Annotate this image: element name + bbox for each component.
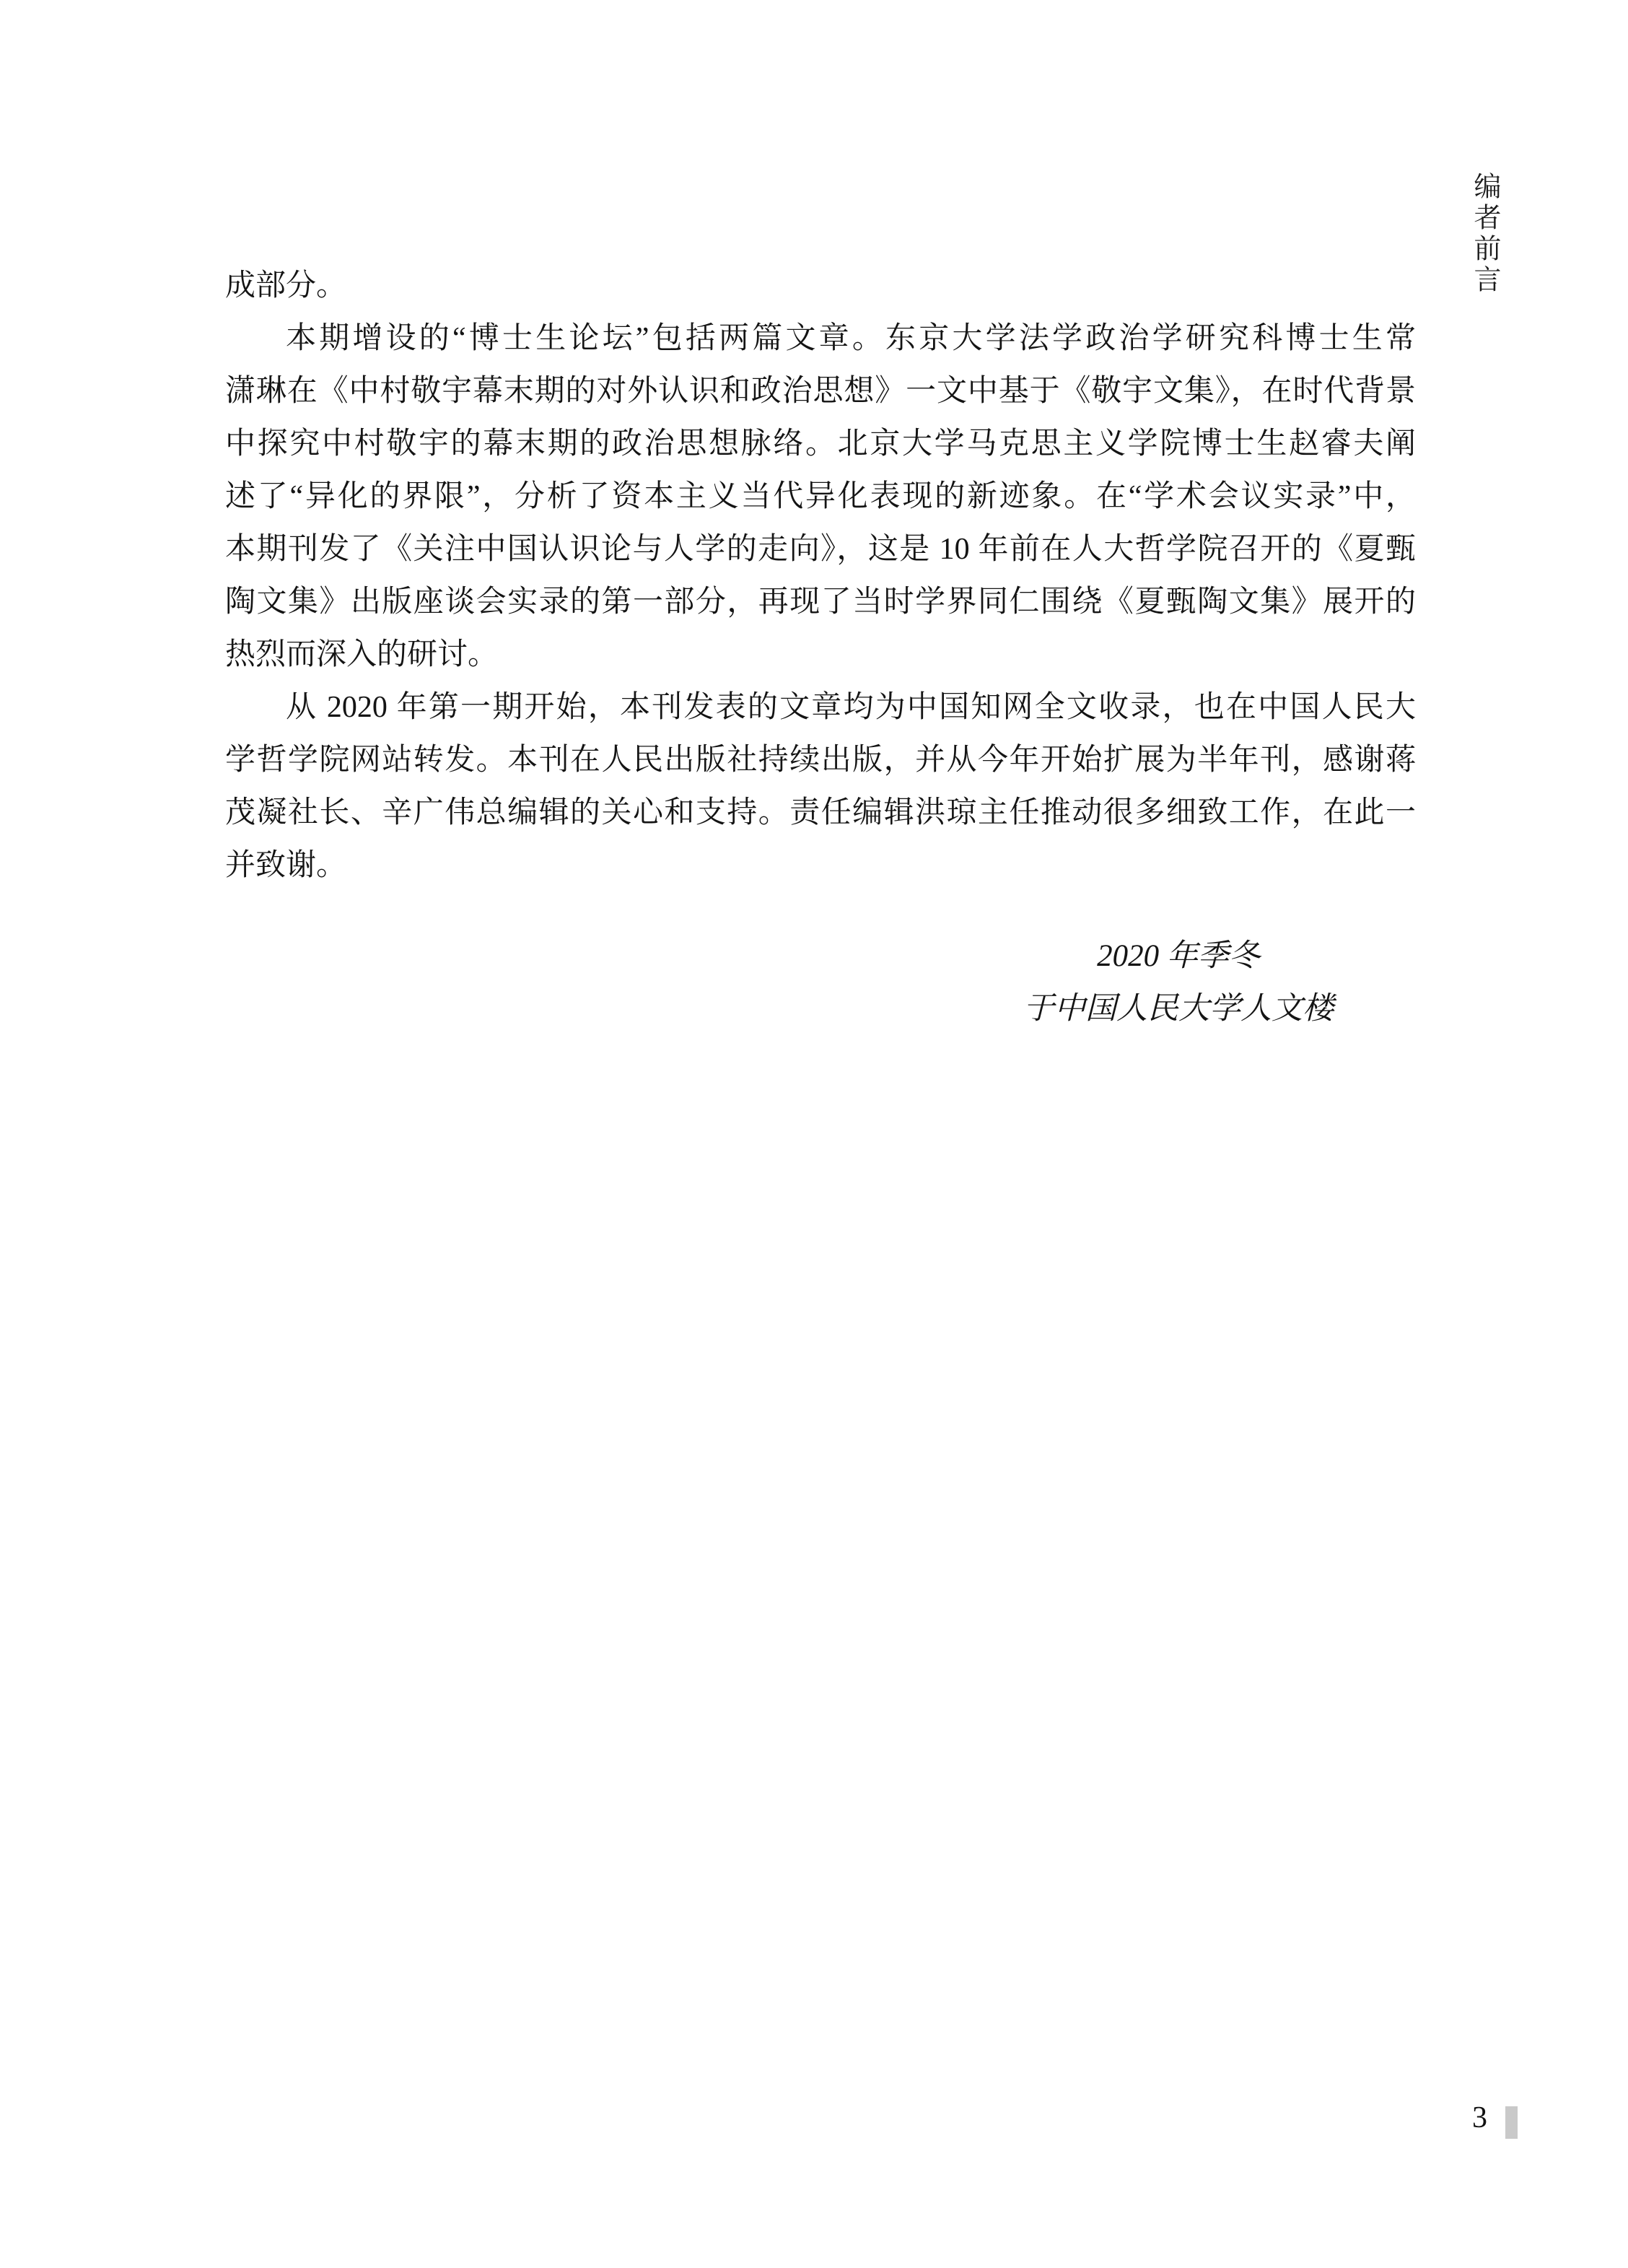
body-line: 本期增设的“博士生论坛”包括两篇文章。东京大学法学政治学研究科博士生常 (286, 322, 1416, 355)
signature-block (1016, 930, 1341, 1035)
signature-date: 2020 年季冬 (1097, 939, 1260, 973)
body-line: 热烈而深入的研讨。 (225, 638, 499, 671)
body-line: 并致谢。 (225, 849, 347, 882)
body-line: 本期刊发了《关注中国认识论与人学的走向》，这是 10 年前在人大哲学院召开的《夏甄 (225, 533, 1416, 566)
body-line: 茂凝社长、辛广伟总编辑的关心和支持。责任编辑洪琼主任推动很多细致工作，在此一 (225, 796, 1416, 829)
signature-place: 于中国人民大学人文楼 (1023, 992, 1334, 1026)
body-line: 中探究中村敬宇的幕末期的政治思想脉络。北京大学马克思主义学院博士生赵睿夫阐 (225, 427, 1416, 461)
body-line: 陶文集》出版座谈会实录的第一部分，再现了当时学界同仁围绕《夏甄陶文集》展开的 (225, 585, 1416, 619)
page-number-bar (1505, 2106, 1518, 2139)
page-number: 3 (1472, 2101, 1487, 2134)
vertical-running-head: 编者前言 (1469, 172, 1500, 296)
body-line: 从 2020 年第一期开始，本刊发表的文章均为中国知网全文收录，也在中国人民大 (286, 691, 1416, 724)
body-line: 成部分。 (225, 269, 347, 302)
body-line: 潇琳在《中村敬宇幕末期的对外认识和政治思想》一文中基于《敬宇文集》，在时代背景 (225, 375, 1416, 408)
body-line: 学哲学院网站转发。本刊在人民出版社持续出版，并从今年开始扩展为半年刊，感谢蒋 (225, 743, 1416, 777)
body-line: 述了“异化的界限”，分析了资本主义当代异化表现的新迹象。在“学术会议实录”中， (225, 480, 1416, 513)
body-text (225, 260, 1416, 892)
